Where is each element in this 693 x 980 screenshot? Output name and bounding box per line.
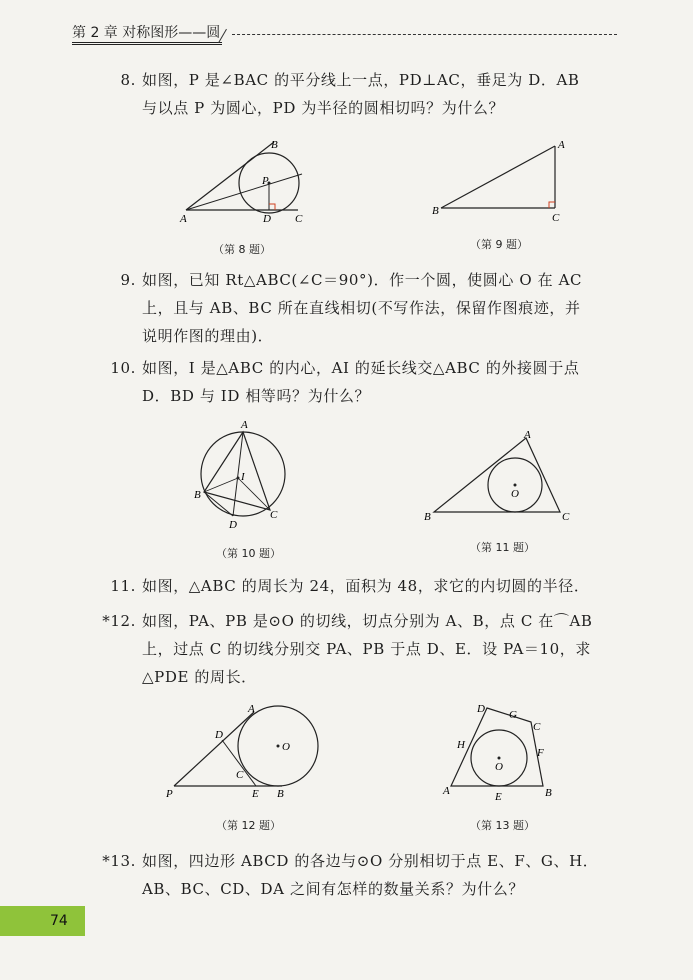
label-G: G <box>509 709 517 721</box>
label-E: E <box>495 791 502 803</box>
question-number: *13. <box>102 852 136 870</box>
label-C: C <box>236 769 244 781</box>
label-D: D <box>477 703 485 715</box>
running-header <box>72 18 617 48</box>
label-B: B <box>545 787 552 799</box>
figure-11 <box>420 430 580 528</box>
header-dashed-rule <box>232 34 617 35</box>
question-number: 11. <box>110 577 136 595</box>
label-C: C <box>270 509 278 521</box>
label-B: B <box>271 139 278 151</box>
label-C: C <box>552 212 560 224</box>
caption-fig13: （第 13 题） <box>470 819 535 832</box>
figure-9 <box>425 138 575 224</box>
figure-13 <box>435 700 565 804</box>
label-P: P <box>166 788 173 800</box>
label-B: B <box>432 205 439 217</box>
label-D: D <box>215 729 223 741</box>
label-C: C <box>562 511 570 523</box>
figure-10 <box>190 420 300 532</box>
label-E: E <box>252 788 259 800</box>
label-B: B <box>424 511 431 523</box>
question-9 <box>96 266 636 350</box>
label-B: B <box>277 788 284 800</box>
label-A: A <box>248 703 255 715</box>
question-number: 8. <box>120 71 136 89</box>
question-number: 9. <box>120 271 136 289</box>
label-A: A <box>180 213 187 225</box>
chapter-title: 第 2 章 对称图形——圆 <box>72 25 221 41</box>
question-8 <box>96 66 636 122</box>
label-A: A <box>558 139 565 151</box>
question-number: *12. <box>102 612 136 630</box>
question-text: 如图，△ABC 的周长为 24，面积为 48，求它的内切圆的半径． <box>142 577 590 595</box>
page-number-tab <box>0 906 85 936</box>
label-I: I <box>241 471 245 483</box>
label-P: P <box>262 175 269 187</box>
label-A: A <box>524 430 531 441</box>
label-O: O <box>495 761 503 773</box>
figure-12 <box>160 700 330 804</box>
label-A: A <box>241 420 248 431</box>
label-C: C <box>533 721 541 733</box>
caption-fig8: （第 8 题） <box>213 243 271 256</box>
label-A: A <box>443 785 450 797</box>
question-text: 如图，PA、PB 是⊙O 的切线，切点分别为 A、B，点 C 在⌒AB 上，过点 C 的切线分别交 PA、PB 于点 D、E．设 PA＝10，求 △PDE 的周长． <box>142 612 593 686</box>
label-D: D <box>229 519 237 531</box>
label-H: H <box>457 739 465 751</box>
question-text: 如图，四边形 ABCD 的各边与⊙O 分别相切于点 E、F、G、H． AB、BC、CD、DA 之间有怎样的数量关系？为什么？ <box>142 852 599 898</box>
caption-fig12: （第 12 题） <box>216 819 281 832</box>
question-text: 如图，I 是△ABC 的内心，AI 的延长线交△ABC 的外接圆于点 D．BD 与 ID 相等吗？为什么？ <box>142 359 580 405</box>
question-text: 如图，已知 Rt△ABC(∠C＝90°)．作一个圆，使圆心 O 在 AC 上，且与 AB、BC 所在直线相切(不写作法，保留作图痕迹，并 说明作图的理由)． <box>142 271 583 345</box>
question-number: 10. <box>110 359 136 377</box>
label-O: O <box>282 741 290 753</box>
label-F: F <box>537 747 544 759</box>
caption-fig10: （第 10 题） <box>216 547 281 560</box>
question-10 <box>96 354 636 410</box>
question-11 <box>96 572 636 600</box>
page-number: 74 <box>50 913 68 929</box>
caption-fig11: （第 11 题） <box>470 541 535 554</box>
label-C: C <box>295 213 303 225</box>
header-underline <box>72 42 222 45</box>
question-text: 如图，P 是∠BAC 的平分线上一点，PD⊥AC，垂足为 D．AB 与以点 P 为圆心，PD 为半径的圆相切吗？为什么？ <box>142 71 580 117</box>
label-O: O <box>511 488 519 500</box>
caption-fig9: （第 9 题） <box>470 238 528 251</box>
question-13 <box>96 847 636 903</box>
question-12 <box>96 607 636 691</box>
label-B: B <box>194 489 201 501</box>
figure-8 <box>170 132 320 228</box>
label-D: D <box>263 213 271 225</box>
